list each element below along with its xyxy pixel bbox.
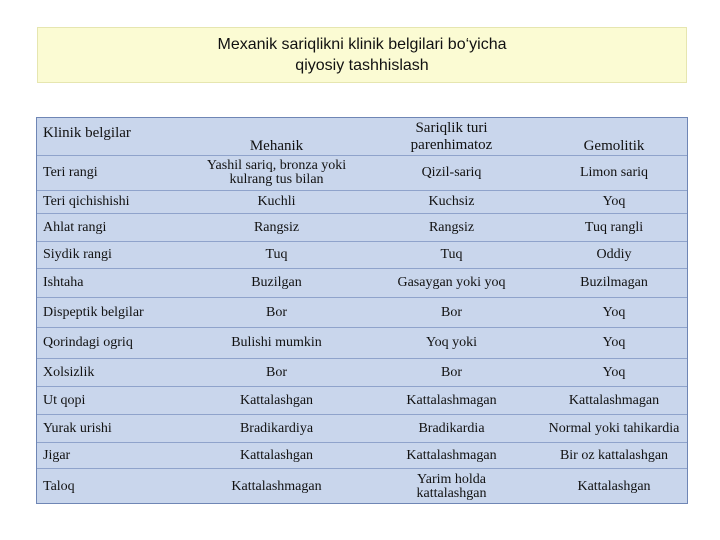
cell-parenchymal: Bor [441,364,462,380]
cell-hemolytic: Kattalashgan [577,479,651,494]
header-parenchymal: parenhimatoz [410,136,493,153]
table-row [37,191,687,214]
cell-feature: Taloq [43,479,75,494]
cell-mechanical: Rangsiz [253,219,300,235]
cell-feature: Teri qichishishi [43,194,130,209]
cell-mechanical: Bulishi mumkin [231,335,322,350]
cell-hemolytic: Bir oz kattalashgan [559,447,669,463]
cell-mechanical: Buzilgan [251,275,302,290]
table-row [37,387,687,415]
cell-feature: Xolsizlik [43,364,95,380]
cell-feature: Jigar [43,447,71,463]
cell-hemolytic: Tuq rangli [584,219,644,235]
cell-mechanical: Yashil sariq, bronza yoki kulrang tus bilan [206,158,347,187]
table-row [37,242,687,269]
cell-parenchymal: Kuchsiz [428,194,475,209]
table-header-row [37,118,687,156]
cell-parenchymal: Kattalashmagan [406,447,497,463]
cell-feature: Dispeptik belgilar [43,304,144,320]
cell-hemolytic: Yoq [602,364,626,380]
cell-parenchymal: Qizil-sariq [421,165,482,180]
cell-mechanical: Kattalashmagan [231,479,322,494]
cell-feature: Teri rangi [43,165,98,180]
cell-feature: Siydik rangi [43,247,112,262]
cell-mechanical: Bor [266,304,287,320]
table-row [37,298,687,328]
cell-mechanical: Tuq [265,247,288,262]
cell-hemolytic: Buzilmagan [580,275,648,290]
table-row [37,328,687,359]
cell-hemolytic: Limon sariq [579,165,649,180]
header-hemolytic: Gemolitik [583,138,645,154]
cell-parenchymal: Kattalashmagan [406,392,497,408]
cell-mechanical: Bor [266,364,287,380]
header-jaundice-type [364,118,539,155]
table-row [37,156,687,191]
cell-hemolytic: Yoq [602,194,626,209]
cell-parenchymal: Gasaygan yoki yoq [397,275,506,290]
cell-feature: Ut qopi [43,392,86,408]
comparison-table [36,117,688,504]
header-clinical-signs: Klinik belgilar [43,125,131,141]
cell-mechanical: Bradikardiya [239,420,314,436]
table-row [37,443,687,469]
table-row [37,415,687,443]
cell-mechanical: Kuchli [257,194,296,209]
cell-hemolytic: Normal yoki tahikardia [548,420,680,436]
cell-parenchymal: Bradikardia [418,420,485,436]
table-row [37,469,687,505]
cell-hemolytic: Kattalashmagan [568,392,660,408]
cell-parenchymal: Yarim holda kattalashgan [416,472,487,501]
table-row [37,359,687,387]
slide-title [37,27,687,83]
cell-feature: Qorindagi ogriq [43,335,133,350]
cell-feature: Yurak urishi [43,420,112,436]
cell-parenchymal: Bor [441,304,462,320]
cell-hemolytic: Yoq [602,304,626,320]
cell-feature: Ishtaha [43,275,84,290]
table-row [37,269,687,298]
cell-feature: Ahlat rangi [43,219,107,235]
title-line-2: qiyosiy tashhislash [295,57,429,74]
cell-hemolytic: Yoq [602,335,626,350]
cell-mechanical: Kattalashgan [239,392,314,408]
header-jaundice-type-label: Sariqlik turi [415,119,488,136]
header-mechanical: Mehanik [249,138,304,154]
cell-parenchymal: Rangsiz [428,219,475,235]
table-row [37,214,687,242]
cell-parenchymal: Yoq yoki [425,335,478,350]
cell-hemolytic: Oddiy [596,247,632,262]
title-line-1: Mexanik sariqlikni klinik belgilari bo‘yicha [217,36,507,53]
cell-parenchymal: Tuq [440,247,463,262]
cell-mechanical: Kattalashgan [239,447,314,463]
